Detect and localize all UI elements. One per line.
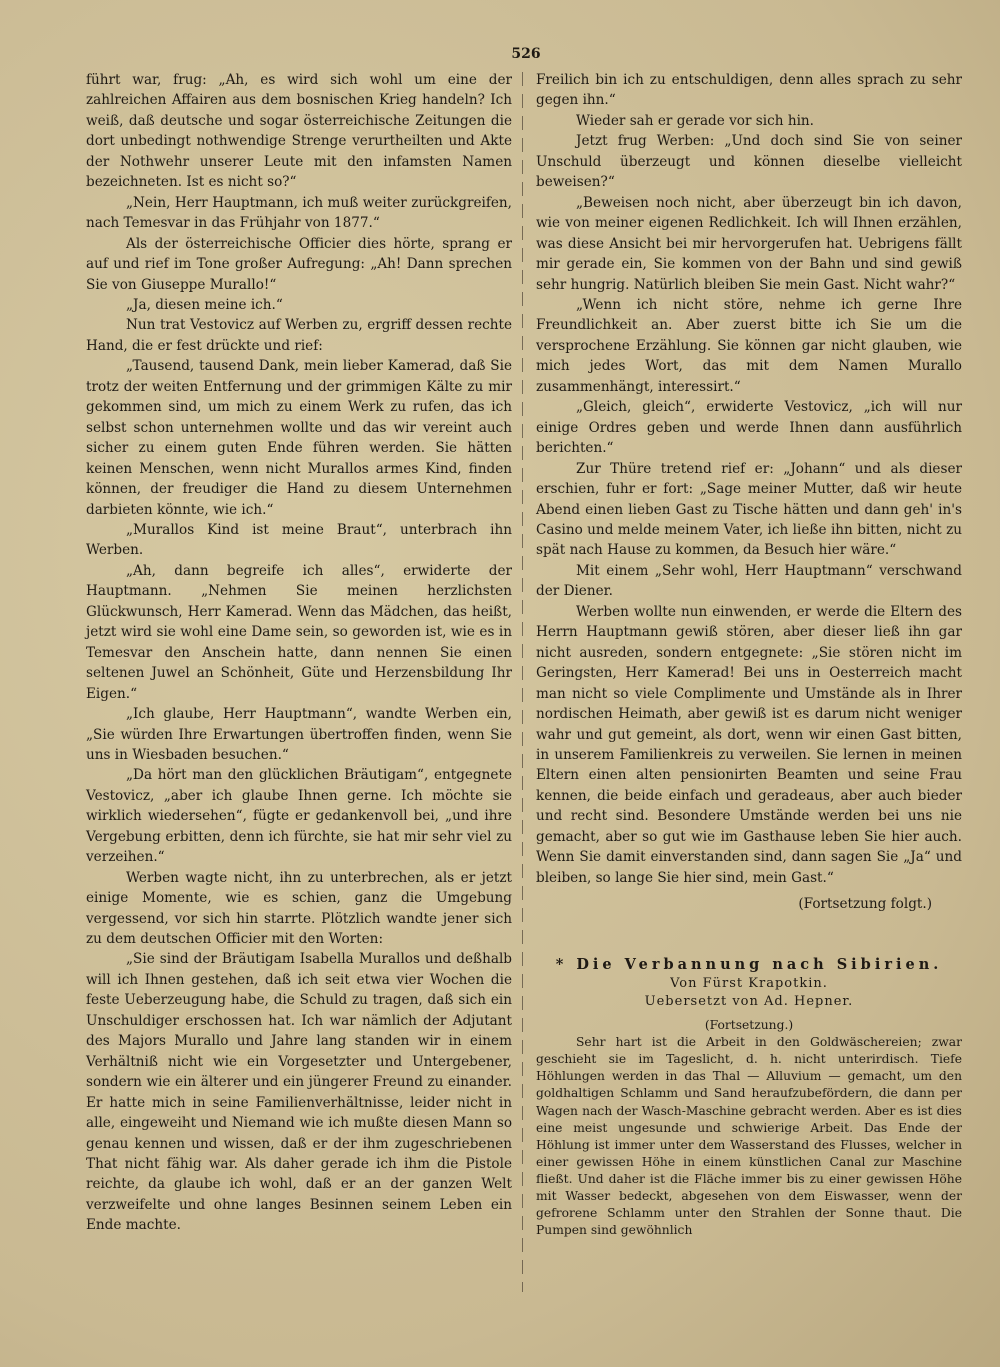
paragraph: führt war, frug: „Ah, es wird sich wohl um eine der zahlreichen Affairen aus dem bosnischen Krieg handeln? Ich weiß, daß deutsche und sogar österreichische Zeitungen die dort unbedingt nothwendige Strenge verurtheilten und Akte der Nothwehr unserer Leute mit den infamsten Namen bezeichneten. Ist es nicht so?“ bbox=[86, 72, 512, 191]
paragraph: „Wenn ich nicht störe, nehme ich gerne Ihre Freundlichkeit an. Aber zuerst bitte ich Sie um die versprochene Erzählung. Sie können gar nicht glauben, wie mich jedes Wort, das mit dem Namen Murallo zusammenhängt, interessirt.“ bbox=[536, 296, 962, 395]
paragraph: „Ah, dann begreife ich alles“, erwiderte der Hauptmann. „Nehmen Sie meinen herzlichsten Glückwunsch, Herr Kamerad. Wenn das Mädchen, das heißt, jetzt wird sie wohl eine Dame sein, so geworden ist, wie es in Temesvar den Anschein hatte, dann nennen Sie einen seltenen Juwel an Schönheit, Güte und Herzensbildung Ihr Eigen.“ bbox=[86, 562, 512, 702]
paragraph: Freilich bin ich zu entschuldigen, denn alles sprach zu sehr gegen ihn.“ bbox=[536, 72, 962, 109]
section-spacer bbox=[536, 915, 962, 955]
paragraph: „Ja, diesen meine ich.“ bbox=[126, 296, 283, 313]
continuation-note: (Fortsetzung folgt.) bbox=[798, 896, 932, 913]
article-byline: Von Fürst Krapotkin. bbox=[670, 976, 828, 992]
paragraph: „Nein, Herr Hauptmann, ich muß weiter zurückgreifen, nach Temesvar in das Frühjahr von 1877.“ bbox=[86, 194, 512, 232]
paragraph: „Da hört man den glücklichen Bräutigam“, entgegnete Vestovicz, „aber ich glaube Ihnen gerne. Ich möchte sie wirklich wiedersehen“, fügte er gedankenvoll bei, „und ihre Vergebung erbitten, denn ich fürchte, sie hat mir sehr viel zu verzeihen.“ bbox=[86, 767, 512, 866]
paragraph: Jetzt frug Werben: „Und doch sind Sie von seiner Unschuld überzeugt und können dieselbe vielleicht beweisen?“ bbox=[536, 133, 962, 191]
right-column bbox=[536, 70, 962, 1239]
article-body bbox=[536, 1017, 962, 1239]
paragraph: „Ich glaube, Herr Hauptmann“, wandte Werben ein, „Sie würden Ihre Erwartungen übertroffen finden, wenn Sie uns in Wiesbaden besuchen.“ bbox=[86, 706, 512, 763]
left-column bbox=[86, 70, 512, 1236]
article-continuation: (Fortsetzung.) bbox=[704, 1018, 794, 1033]
paragraph: Zur Thüre tretend rief er: „Johann“ und als dieser erschien, fuhr er fort: „Sage meiner Mutter, daß wir heute Abend einen lieben Gast zu Tische hätten und dann geh' in's Casino und melde meinem Vater, ich ließe ihn bitten, nicht zu spät nach Hause zu kommen, da Besuch hier wäre.“ bbox=[536, 460, 962, 559]
article-translator: Uebersetzt von Ad. Hepner. bbox=[644, 994, 854, 1010]
paragraph: „Sie sind der Bräutigam Isabella Murallos und deßhalb will ich Ihnen gestehen, daß ich seit etwa vier Wochen die feste Ueberzeugung habe, die Schuld zu tragen, daß sich ein Unschuldiger erschossen hat. Ich war nämlich der Adjutant des Majors Murallo und Jahre lang standen wir in einem Verhältniß nicht wie ein Vorgesetzter und Untergebener, sondern wie ein älterer und ein jüngerer Freund zu einander. Er hatte mich in seine Familienverhältnisse, leider nicht in alle, eingeweiht und Niemand wie ich mußte diesen Mann so genau kennen und wissen, daß er der ihm zugeschriebenen That nicht fähig war. Als daher gerade ich ihm die Pistole reichte, da glaube ich wohl, daß er an der ganzen Welt verzweifelte und ohne langes Besinnen seinem Leben ein Ende machte. bbox=[86, 951, 512, 1234]
article-title: * Die Verbannung nach Sibirien. bbox=[555, 955, 943, 973]
column-divider bbox=[522, 72, 523, 1292]
paragraph: „Tausend, tausend Dank, mein lieber Kamerad, daß Sie trotz der weiten Entfernung und der grimmigen Kälte zu mir gekommen sind, um mich zu einem Werk zu rufen, das ich selbst schon unternehmen wollte und das wir vereint auch sicher zu einem guten Ende führen werden. Sie hätten keinen Menschen, wenn nicht Murallos armes Kind, finden können, der freudiger die Hand zu diesem Unternehmen darbieten könnte, wie ich.“ bbox=[86, 358, 512, 518]
paragraph: „Murallos Kind ist meine Braut“, unterbrach ihn Werben. bbox=[86, 521, 512, 559]
paragraph: Wieder sah er gerade vor sich hin. bbox=[576, 112, 815, 129]
paragraph: „Gleich, gleich“, erwiderte Vestovicz, „ich will nur einige Ordres geben und werde Ihnen dann ausführlich berichten.“ bbox=[536, 399, 962, 457]
paragraph: Werben wollte nun einwenden, er werde die Eltern des Herrn Hauptmann gewiß stören, aber dieser ließ ihn gar nicht ausreden, sondern entgegnete: „Sie stören nicht im Geringsten, Herr Kamerad! Bei uns in Oesterreich macht man nicht so viele Complimente und Umstände als in Ihrer nordischen Heimath, aber gewiß ist es darum nicht weniger wahr und gut gemeint, als dort, wenn wir einen Gast bitten, in unserem Familienkreis zu verweilen. Sie lernen in meinen Eltern einen alten pensionirten Beamten und seine Frau kennen, die beide einfach und geradeaus, aber auch bieder und recht sind. Besondere Umstände werden bei uns nie gemacht, aber so gut wie im Gasthause leben Sie hier auch. Wenn Sie damit einverstanden sind, dann sagen Sie „Ja“ und bleiben, so lange Sie hier sind, mein Gast.“ bbox=[536, 603, 962, 886]
paragraph: „Beweisen noch nicht, aber überzeugt bin ich davon, wie von meiner eigenen Redlichkeit. Ich will Ihnen erzählen, was diese Ansicht bei mir hervorgerufen hat. Uebrigens fällt mir gerade ein, Sie kommen von der Bahn und sind gewiß sehr hungrig. Natürlich bleiben Sie mein Gast. Nicht wahr?“ bbox=[536, 194, 962, 293]
page-number: 526 bbox=[511, 46, 541, 62]
paragraph: Als der österreichische Officier dies hörte, sprang er auf und rief im Tone großer Aufregung: „Ah! Dann sprechen Sie von Giuseppe Murallo!“ bbox=[86, 235, 512, 293]
paragraph: Mit einem „Sehr wohl, Herr Hauptmann“ verschwand der Diener. bbox=[536, 562, 962, 600]
paragraph: Werben wagte nicht, ihn zu unterbrechen, als er jetzt einige Momente, wie es schien, ganz die Umgebung vergessend, vor sich hin starrte. Plötzlich wandte jener sich zu dem deutschen Officier mit den Worten: bbox=[86, 869, 512, 948]
paragraph: Nun trat Vestovicz auf Werben zu, ergriff dessen rechte Hand, die er fest drückte und rief: bbox=[86, 317, 512, 354]
paragraph: Sehr hart ist die Arbeit in den Goldwäschereien; zwar geschieht sie im Tageslicht, d. h. nicht unterirdisch. Tiefe Höhlungen werden in das Thal — Alluvium — gemacht, um den goldhaltigen Schlamm und Sand heraufzubefördern, die dann per Wagen nach der Wasch-Maschine gebracht werden. Aber es ist dies eine meist ungesunde und schwierige Arbeit. Das Ende der Höhlung ist immer unter dem Wasserstand des Flusses, welcher in einer gewissen Höhe in einem künstlichen Canal zur Maschine fließt. Und daher ist die Fläche immer bis zu einer gewissen Höhe mit Wasser bedeckt, abgesehen von dem Eiswasser, wenn der gefrorene Schlamm unter den Strahlen der Sonne thaut. Die Pumpen sind gewöhnlich bbox=[536, 1035, 962, 1238]
